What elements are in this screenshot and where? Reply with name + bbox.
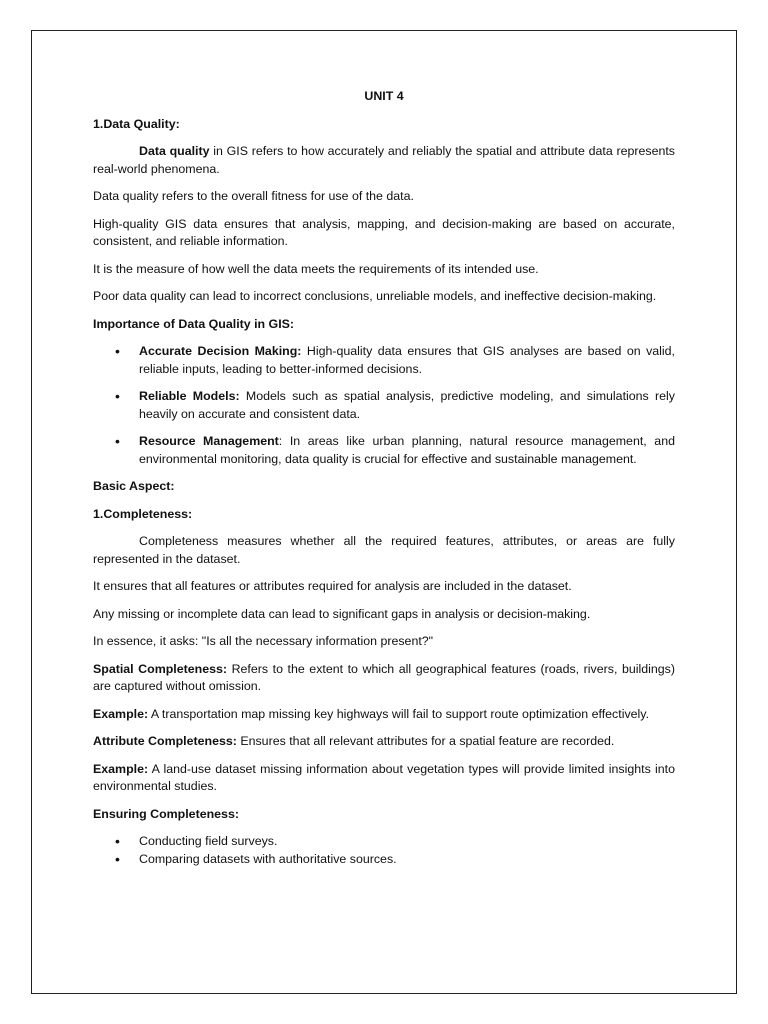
paragraph-measure: It is the measure of how well the data meets the requirements of its intended use. [93,261,539,276]
paragraph-in-essence: In essence, it asks: "Is all the necessary information present?" [93,634,434,648]
section-heading-completeness: 1.Completeness: [93,506,193,521]
paragraph-definition [93,143,675,178]
paragraph-high-quality: High-quality GIS data ensures that analysis, mapping, and decision-making are based on accurate, consistent, and reliable information. [93,216,675,248]
paragraph-completeness-ensures: It ensures that all features or attributes required for analysis are included in the dataset. [93,579,572,593]
paragraph-poor-quality: Poor data quality can lead to incorrect conclusions, unreliable models, and ineffective decision-making. [93,289,657,303]
list-item [93,388,675,423]
section-heading-ensuring-completeness: Ensuring Completeness: [93,806,239,821]
list-item-text: : In areas like urban planning, natural resource management, and environmental monitoring, data quality is crucial for effective and sustainable management. [139,434,675,466]
example-text: A transportation map missing key highways will fail to support route optimization effectively. [148,706,650,721]
example-label: Example: [93,761,149,776]
list-item-term: Resource Management [139,434,279,448]
term-attribute-completeness: Attribute Completeness: [93,734,237,748]
list-item-term: Accurate Decision Making: [139,344,302,358]
document-body [93,88,675,878]
list-item-text: Models such as spatial analysis, predictive modeling, and simulations rely heavily on accurate and consistent data. [139,389,675,421]
page-title: UNIT 4 [364,89,404,103]
spatial-completeness-text: Refers to the extent to which all geographical features (roads, rivers, buildings) are captured without omission. [93,661,675,693]
list-item: • Conducting field surveys. [93,833,675,851]
example-text: A land-use dataset missing information about vegetation types will provide limited insights into environmental studies. [93,761,675,793]
importance-list [93,343,675,468]
example-label: Example: [93,706,149,721]
paragraph-spatial-completeness [93,661,675,696]
list-item-term: Reliable Models: [139,389,240,403]
term-spatial-completeness: Spatial Completeness: [93,661,228,676]
term-data-quality: Data quality [139,144,210,158]
section-heading-importance: Importance of Data Quality in GIS: [93,316,295,331]
attribute-completeness-text: Ensures that all relevant attributes for a spatial feature are recorded. [236,734,615,748]
paragraph-missing-data: Any missing or incomplete data can lead to significant gaps in analysis or decision-making. [93,606,591,621]
paragraph-completeness-definition: Completeness measures whether all the required features, attributes, or areas are fully represented in the dataset. [93,534,675,566]
list-item: • Comparing datasets with authoritative sources. [93,851,675,869]
ensuring-list [93,833,675,868]
section-heading-basic-aspect: Basic Aspect: [93,479,175,493]
list-item-text: High-quality data ensures that GIS analyses are based on valid, reliable inputs, leading to better-informed decisions. [139,344,675,376]
paragraph-fitness: Data quality refers to the overall fitness for use of the data. [93,189,414,203]
paragraph-example-land-use [93,761,675,796]
definition-text: in GIS refers to how accurately and reliably the spatial and attribute data represents real-world phenomena. [93,144,676,176]
list-item [93,433,675,468]
section-heading-data-quality: 1.Data Quality: [93,116,180,131]
paragraph-example-transport [93,706,675,724]
paragraph-attribute-completeness [93,733,675,751]
list-item [93,343,675,378]
